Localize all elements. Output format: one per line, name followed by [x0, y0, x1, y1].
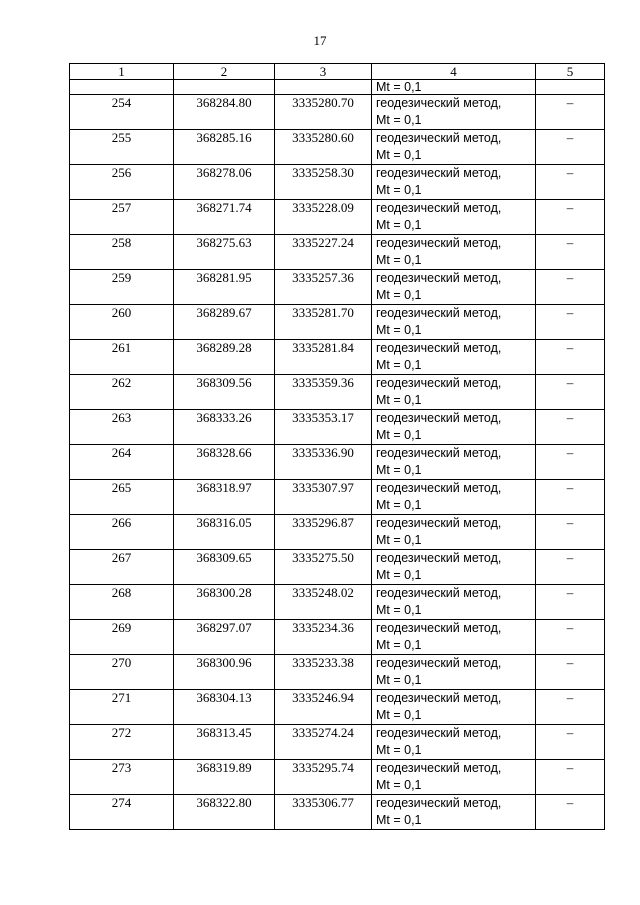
method-cell	[372, 305, 536, 340]
column-5-cell: –	[536, 760, 605, 795]
column-5-cell: –	[536, 620, 605, 655]
method-cell	[372, 550, 536, 585]
method-cell	[372, 200, 536, 235]
method-name: геодезический метод,	[376, 621, 502, 635]
column-5-cell: –	[536, 235, 605, 270]
point-number-cell: 272	[70, 725, 174, 760]
table-row	[70, 550, 605, 585]
method-name: геодезический метод,	[376, 341, 502, 355]
table-row	[70, 480, 605, 515]
x-coordinate-cell: 368285.16	[174, 130, 275, 165]
y-coordinate-cell: 3335353.17	[275, 410, 372, 445]
table-row	[70, 235, 605, 270]
y-coordinate-cell: 3335280.70	[275, 95, 372, 130]
table-row	[70, 340, 605, 375]
y-coordinate-cell: 3335233.38	[275, 655, 372, 690]
column-header-1: 1	[70, 64, 174, 80]
cell-empty	[536, 80, 605, 95]
point-number-cell: 274	[70, 795, 174, 830]
column-5-cell: –	[536, 655, 605, 690]
table-row	[70, 795, 605, 830]
column-5-cell: –	[536, 445, 605, 480]
method-accuracy: Mt = 0,1	[376, 533, 422, 547]
method-name: геодезический метод,	[376, 796, 502, 810]
point-number-cell: 257	[70, 200, 174, 235]
method-cell	[372, 620, 536, 655]
y-coordinate-cell: 3335296.87	[275, 515, 372, 550]
x-coordinate-cell: 368300.96	[174, 655, 275, 690]
y-coordinate-cell: 3335281.70	[275, 305, 372, 340]
x-coordinate-cell: 368319.89	[174, 760, 275, 795]
y-coordinate-cell: 3335274.24	[275, 725, 372, 760]
method-accuracy: Mt = 0,1	[376, 813, 422, 827]
x-coordinate-cell: 368275.63	[174, 235, 275, 270]
method-name: геодезический метод,	[376, 761, 502, 775]
column-5-cell: –	[536, 305, 605, 340]
column-5-cell: –	[536, 95, 605, 130]
point-number-cell: 254	[70, 95, 174, 130]
point-number-cell: 269	[70, 620, 174, 655]
column-header-5: 5	[536, 64, 605, 80]
point-number-cell: 266	[70, 515, 174, 550]
method-accuracy: Mt = 0,1	[376, 253, 422, 267]
method-name: геодезический метод,	[376, 586, 502, 600]
y-coordinate-cell: 3335295.74	[275, 760, 372, 795]
x-coordinate-cell: 368271.74	[174, 200, 275, 235]
x-coordinate-cell: 368309.56	[174, 375, 275, 410]
y-coordinate-cell: 3335248.02	[275, 585, 372, 620]
x-coordinate-cell: 368328.66	[174, 445, 275, 480]
column-5-cell: –	[536, 725, 605, 760]
method-cell	[372, 655, 536, 690]
table-row	[70, 655, 605, 690]
point-number-cell: 262	[70, 375, 174, 410]
table-row	[70, 305, 605, 340]
y-coordinate-cell: 3335228.09	[275, 200, 372, 235]
table-row	[70, 760, 605, 795]
point-number-cell: 268	[70, 585, 174, 620]
point-number-cell: 258	[70, 235, 174, 270]
column-5-cell: –	[536, 690, 605, 725]
point-number-cell: 270	[70, 655, 174, 690]
table-row	[70, 95, 605, 130]
continuation-row	[70, 80, 605, 95]
table-row	[70, 515, 605, 550]
method-cell	[372, 340, 536, 375]
x-coordinate-cell: 368278.06	[174, 165, 275, 200]
method-name: геодезический метод,	[376, 726, 502, 740]
point-number-cell: 261	[70, 340, 174, 375]
table-row	[70, 725, 605, 760]
table-row	[70, 200, 605, 235]
method-cell	[372, 130, 536, 165]
method-accuracy: Mt = 0,1	[376, 358, 422, 372]
y-coordinate-cell: 3335234.36	[275, 620, 372, 655]
method-cell	[372, 795, 536, 830]
x-coordinate-cell: 368284.80	[174, 95, 275, 130]
point-number-cell: 273	[70, 760, 174, 795]
table-row	[70, 445, 605, 480]
method-name: геодезический метод,	[376, 236, 502, 250]
cell-empty	[174, 80, 275, 95]
method-cell	[372, 760, 536, 795]
x-coordinate-cell: 368289.67	[174, 305, 275, 340]
method-cell	[372, 480, 536, 515]
table-row	[70, 620, 605, 655]
y-coordinate-cell: 3335281.84	[275, 340, 372, 375]
y-coordinate-cell: 3335336.90	[275, 445, 372, 480]
column-5-cell: –	[536, 795, 605, 830]
method-cell	[372, 585, 536, 620]
method-accuracy: Mt = 0,1	[376, 708, 422, 722]
method-name: геодезический метод,	[376, 131, 502, 145]
point-number-cell: 255	[70, 130, 174, 165]
column-5-cell: –	[536, 410, 605, 445]
x-coordinate-cell: 368309.65	[174, 550, 275, 585]
y-coordinate-cell: 3335306.77	[275, 795, 372, 830]
x-coordinate-cell: 368316.05	[174, 515, 275, 550]
method-cell	[372, 165, 536, 200]
x-coordinate-cell: 368333.26	[174, 410, 275, 445]
method-accuracy: Mt = 0,1	[376, 638, 422, 652]
cell-empty	[70, 80, 174, 95]
point-number-cell: 256	[70, 165, 174, 200]
method-cell	[372, 95, 536, 130]
table-row	[70, 375, 605, 410]
method-name: геодезический метод,	[376, 691, 502, 705]
point-number-cell: 265	[70, 480, 174, 515]
y-coordinate-cell: 3335257.36	[275, 270, 372, 305]
method-cell	[372, 410, 536, 445]
column-header-3: 3	[275, 64, 372, 80]
table-row	[70, 130, 605, 165]
method-accuracy: Mt = 0,1	[376, 288, 422, 302]
method-accuracy: Mt = 0,1	[376, 673, 422, 687]
method-accuracy: Mt = 0,1	[376, 463, 422, 477]
column-5-cell: –	[536, 165, 605, 200]
method-name: геодезический метод,	[376, 306, 502, 320]
table-row	[70, 270, 605, 305]
method-name: геодезический метод,	[376, 271, 502, 285]
column-header-2: 2	[174, 64, 275, 80]
table-row	[70, 585, 605, 620]
column-5-cell: –	[536, 200, 605, 235]
method-accuracy: Mt = 0,1	[376, 498, 422, 512]
method-cell	[372, 690, 536, 725]
point-number-cell: 263	[70, 410, 174, 445]
column-5-cell: –	[536, 515, 605, 550]
y-coordinate-cell: 3335307.97	[275, 480, 372, 515]
x-coordinate-cell: 368318.97	[174, 480, 275, 515]
method-name: геодезический метод,	[376, 656, 502, 670]
method-name: геодезический метод,	[376, 376, 502, 390]
method-cell	[372, 270, 536, 305]
y-coordinate-cell: 3335275.50	[275, 550, 372, 585]
method-name: геодезический метод,	[376, 201, 502, 215]
y-coordinate-cell: 3335227.24	[275, 235, 372, 270]
table-header-row	[70, 64, 605, 80]
column-5-cell: –	[536, 480, 605, 515]
method-cell	[372, 445, 536, 480]
point-number-cell: 264	[70, 445, 174, 480]
table-row	[70, 165, 605, 200]
method-accuracy: Mt = 0,1	[376, 148, 422, 162]
x-coordinate-cell: 368304.13	[174, 690, 275, 725]
table-row	[70, 410, 605, 445]
y-coordinate-cell: 3335280.60	[275, 130, 372, 165]
method-accuracy: Mt = 0,1	[376, 778, 422, 792]
column-5-cell: –	[536, 130, 605, 165]
y-coordinate-cell: 3335258.30	[275, 165, 372, 200]
point-number-cell: 259	[70, 270, 174, 305]
method-accuracy: Mt = 0,1	[376, 323, 422, 337]
method-cell	[372, 725, 536, 760]
method-accuracy: Mt = 0,1	[376, 393, 422, 407]
cell-empty	[275, 80, 372, 95]
point-number-cell: 267	[70, 550, 174, 585]
method-accuracy: Mt = 0,1	[376, 113, 422, 127]
method-accuracy: Mt = 0,1	[376, 183, 422, 197]
column-5-cell: –	[536, 375, 605, 410]
x-coordinate-cell: 368289.28	[174, 340, 275, 375]
method-accuracy: Mt = 0,1	[376, 568, 422, 582]
coordinates-table	[69, 63, 605, 830]
method-name: геодезический метод,	[376, 96, 502, 110]
method-accuracy: Mt = 0,1	[376, 743, 422, 757]
y-coordinate-cell: 3335359.36	[275, 375, 372, 410]
x-coordinate-cell: 368281.95	[174, 270, 275, 305]
column-header-4: 4	[372, 64, 536, 80]
method-cell	[372, 375, 536, 410]
method-accuracy: Mt = 0,1	[376, 603, 422, 617]
x-coordinate-cell: 368300.28	[174, 585, 275, 620]
page-number: 17	[313, 33, 327, 48]
method-name: геодезический метод,	[376, 446, 502, 460]
point-number-cell: 271	[70, 690, 174, 725]
method-name: геодезический метод,	[376, 166, 502, 180]
method-name: геодезический метод,	[376, 516, 502, 530]
table-row	[70, 690, 605, 725]
column-5-cell: –	[536, 340, 605, 375]
column-5-cell: –	[536, 270, 605, 305]
point-number-cell: 260	[70, 305, 174, 340]
column-5-cell: –	[536, 585, 605, 620]
x-coordinate-cell: 368297.07	[174, 620, 275, 655]
method-accuracy: Mt = 0,1	[376, 218, 422, 232]
continuation-method-cell: Mt = 0,1	[372, 80, 536, 95]
x-coordinate-cell: 368313.45	[174, 725, 275, 760]
method-name: геодезический метод,	[376, 411, 502, 425]
method-cell	[372, 515, 536, 550]
method-cell	[372, 235, 536, 270]
x-coordinate-cell: 368322.80	[174, 795, 275, 830]
method-name: геодезический метод,	[376, 481, 502, 495]
method-name: геодезический метод,	[376, 551, 502, 565]
method-accuracy: Mt = 0,1	[376, 428, 422, 442]
y-coordinate-cell: 3335246.94	[275, 690, 372, 725]
column-5-cell: –	[536, 550, 605, 585]
